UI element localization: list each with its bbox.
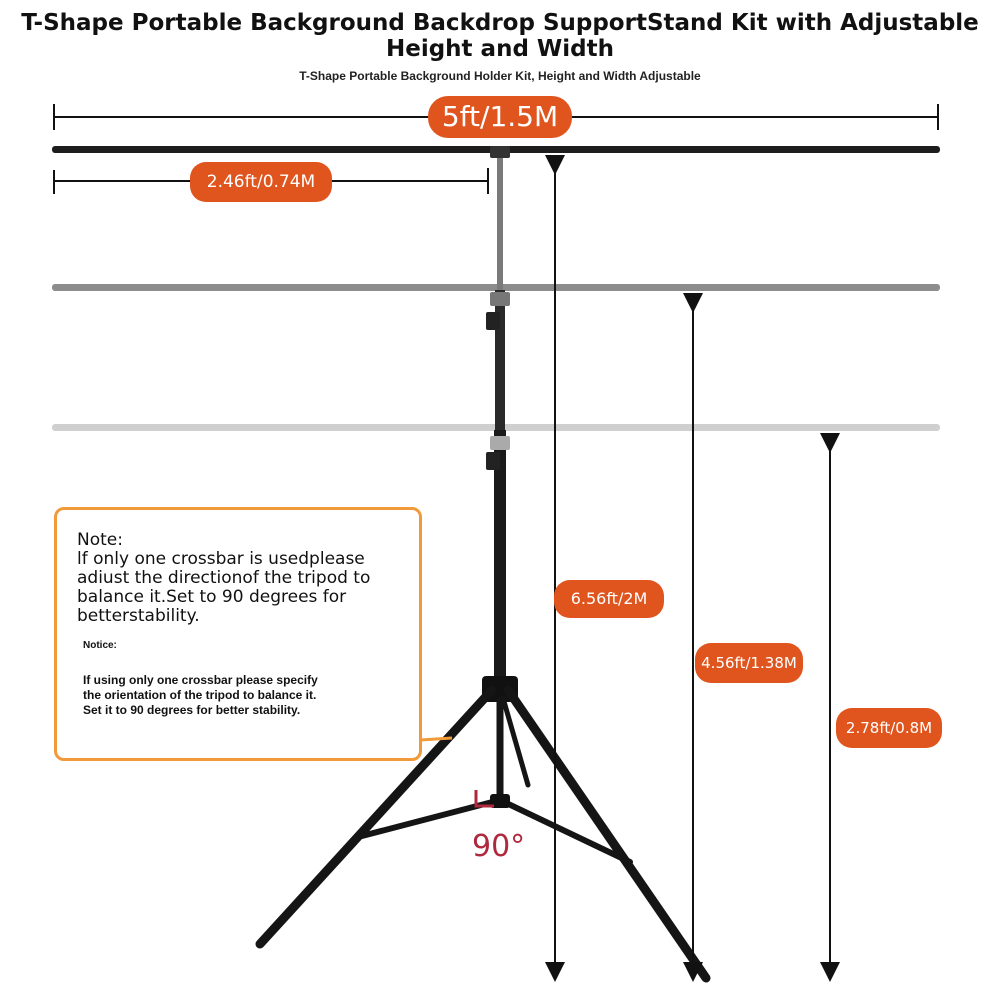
angle-label: 90° — [472, 829, 526, 864]
min-height-label: 2.78ft/0.8M — [836, 708, 942, 748]
max-height-label: 6.56ft/2M — [554, 580, 664, 618]
page-subtitle: T-Shape Portable Background Holder Kit, Height and Width Adjustable — [299, 69, 701, 83]
note-body: lf only one crossbar is usedplease adiust the directionof the tripod to balance it.Set to 90 degrees for betterstability. — [77, 549, 371, 626]
note-title: Note: — [77, 530, 123, 550]
total-width-label: 5ft/1.5M — [428, 96, 572, 138]
notice-body: If using only one crossbar please specify the orientation of the tripod to balance it. Set it to 90 degrees for better stability. — [83, 673, 318, 717]
note-box — [54, 507, 422, 761]
page-title: T-Shape Portable Background Backdrop SupportStand Kit with Adjustable Height and Width — [21, 10, 979, 62]
mid-height-label: 4.56ft/1.38M — [695, 643, 803, 683]
half-width-label: 2.46ft/0.74M — [190, 162, 332, 202]
crossbar-middle — [52, 284, 940, 291]
notice-title: Notice: — [83, 640, 117, 651]
